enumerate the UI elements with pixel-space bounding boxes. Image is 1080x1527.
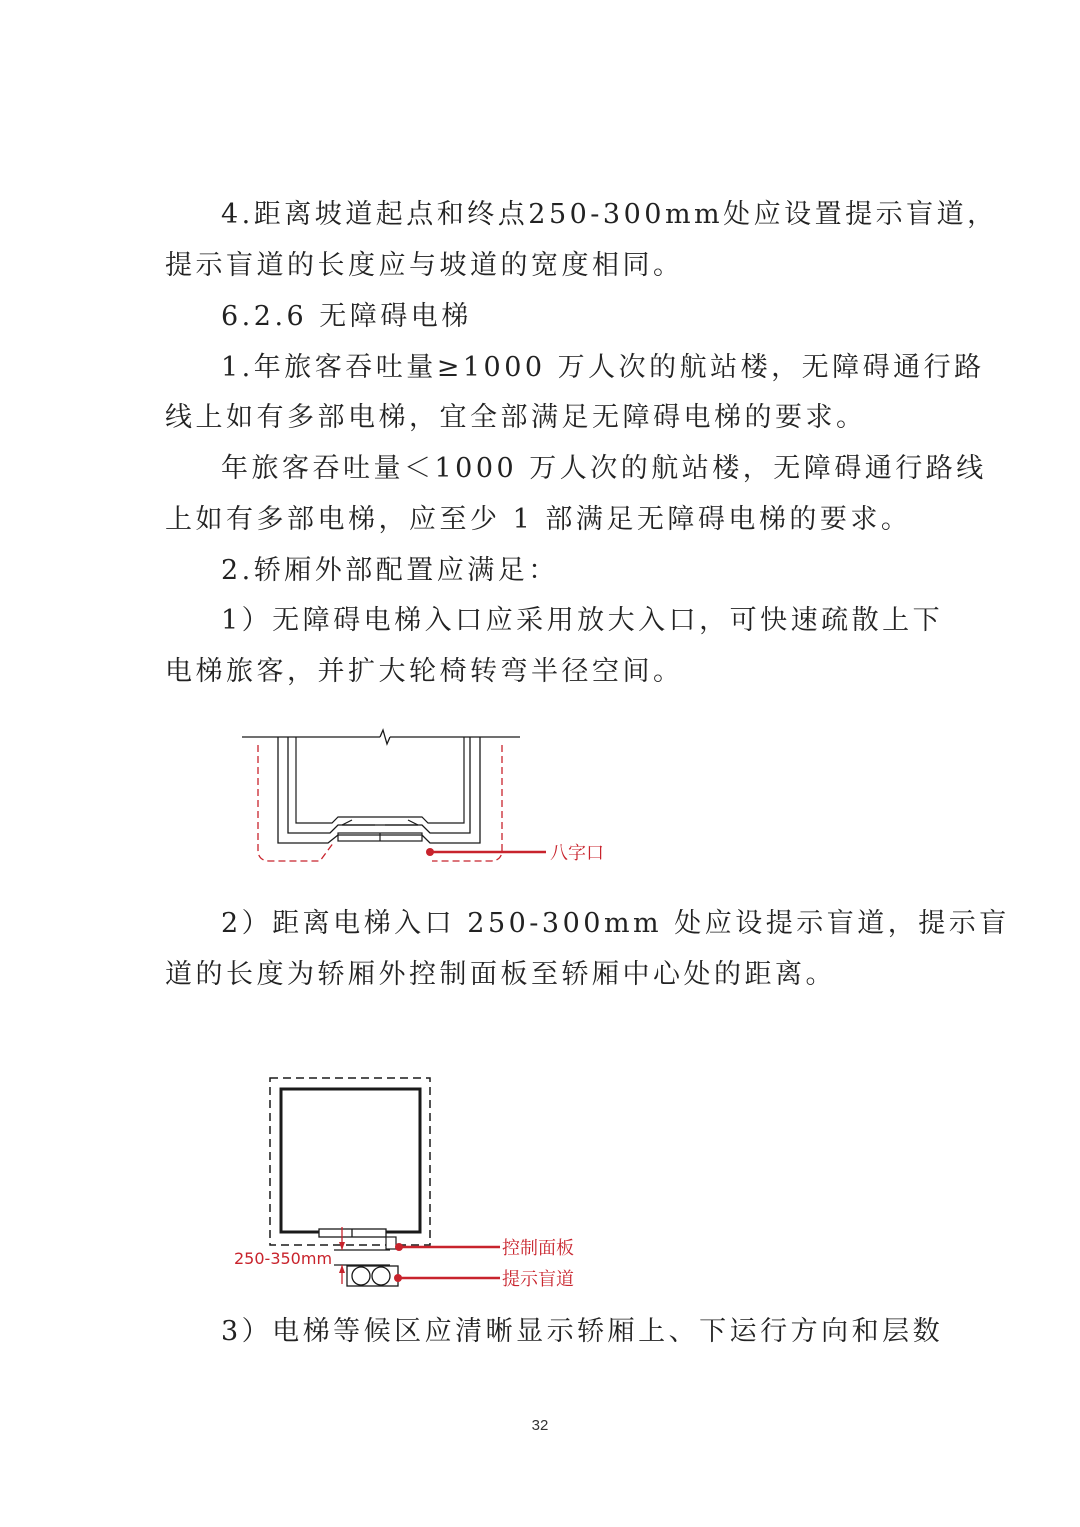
page-number: 32 — [531, 1417, 549, 1434]
paragraph-line: 3）电梯等候区应清晰显示轿厢上、下运行方向和层数 — [221, 1316, 944, 1347]
paragraph-line: 上如有多部电梯，应至少 1 部满足无障碍电梯的要求。 — [165, 504, 912, 535]
paragraph-line: 道的长度为轿厢外控制面板至轿厢中心处的距离。 — [165, 959, 836, 990]
control-panel-label: 控制面板 — [502, 1238, 574, 1259]
dimension-label: 250-350mm — [234, 1249, 333, 1268]
paragraph-line: 年旅客吞吐量＜1000 万人次的航站楼，无障碍通行路线 — [221, 453, 987, 484]
paragraph-line: 2.轿厢外部配置应满足： — [221, 555, 559, 586]
elevator-tactile-paving-diagram — [230, 1070, 630, 1295]
elevator-entrance-diagram — [230, 725, 630, 875]
paragraph-line: 提示盲道的长度应与坡道的宽度相同。 — [165, 250, 684, 281]
paragraph-line: 线上如有多部电梯，宜全部满足无障碍电梯的要求。 — [165, 402, 867, 433]
paragraph-line: 2）距离电梯入口 250-300mm 处应设提示盲道，提示盲 — [221, 908, 1010, 939]
paragraph-line: 电梯旅客，并扩大轮椅转弯半径空间。 — [165, 656, 684, 687]
paragraph-line: 1.年旅客吞吐量≥1000 万人次的航站楼，无障碍通行路 — [221, 352, 985, 383]
figure1-label: 八字口 — [550, 843, 604, 864]
section-heading: 6.2.6 无障碍电梯 — [221, 301, 472, 332]
paragraph-line: 1）无障碍电梯入口应采用放大入口，可快速疏散上下 — [221, 605, 944, 636]
tactile-paving-label: 提示盲道 — [502, 1269, 574, 1290]
paragraph-line: 4.距离坡道起点和终点250-300mm处应设置提示盲道， — [221, 199, 998, 230]
